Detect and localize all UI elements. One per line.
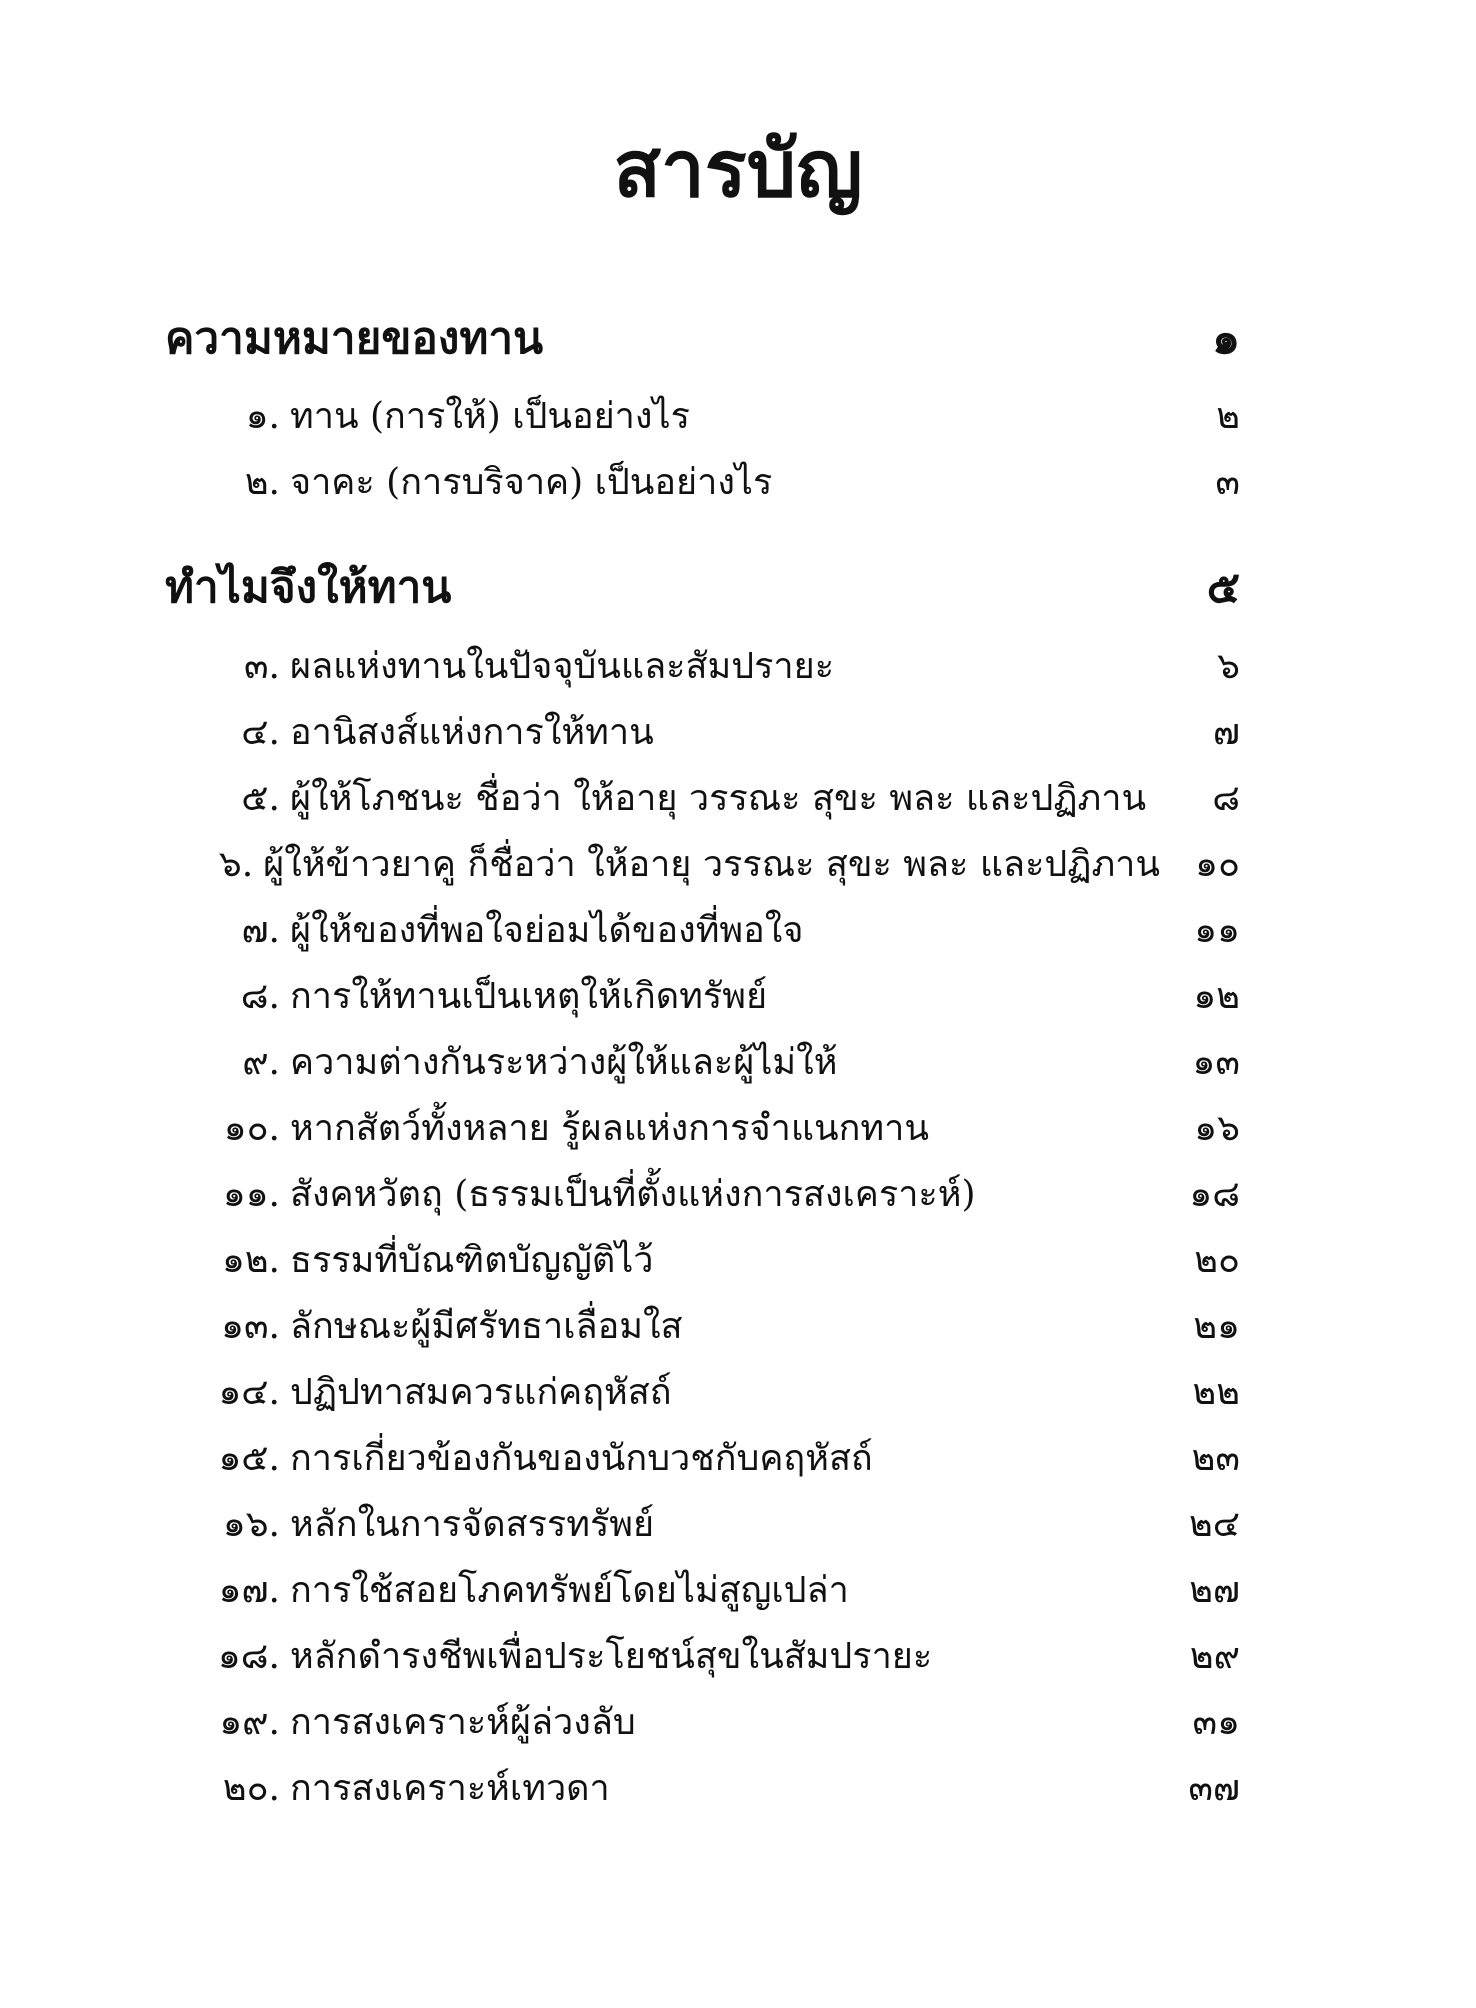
toc-entry[interactable] <box>195 637 1240 691</box>
toc-entry[interactable] <box>195 1363 1240 1417</box>
entry-title: หากสัตว์ทั้งหลาย รู้ผลแห่งการจำแนกทาน <box>290 1108 929 1149</box>
entry-number: ๑๕. <box>218 1438 280 1479</box>
entry-number: ๒๐. <box>222 1768 280 1809</box>
entry-page-number: ๑๐ <box>1195 844 1240 885</box>
entry-title: การใช้สอยโภคทรัพย์โดยไม่สูญเปล่า <box>290 1570 849 1611</box>
entry-page-number: ๖ <box>1217 646 1240 687</box>
entry-number: ๑๐. <box>223 1108 280 1149</box>
toc-entry[interactable] <box>195 1231 1240 1285</box>
entry-title: อานิสงส์แห่งการให้ทาน <box>290 712 654 753</box>
toc-entry[interactable] <box>195 835 1240 889</box>
entry-number: ๘. <box>240 976 280 1017</box>
entry-title: ปฏิปทาสมควรแก่คฤหัสถ์ <box>290 1372 672 1413</box>
section-page-number: ๕ <box>1206 562 1240 613</box>
entry-page-number: ๒๗ <box>1189 1570 1240 1611</box>
entry-title: ผลแห่งทานในปัจจุบันและสัมปรายะ <box>290 646 835 687</box>
toc-entry[interactable] <box>195 1759 1240 1813</box>
toc-section-heading[interactable] <box>165 303 1240 363</box>
entry-page-number: ๑๑ <box>1194 910 1240 951</box>
entry-number: ๑๔. <box>218 1372 280 1413</box>
toc-entry[interactable] <box>195 1627 1240 1681</box>
entry-page-number: ๒๓ <box>1191 1438 1240 1479</box>
entry-title: การให้ทานเป็นเหตุให้เกิดทรัพย์ <box>290 976 768 1017</box>
section-page-number: ๑ <box>1212 313 1240 364</box>
entry-title: ความต่างกันระหว่างผู้ให้และผู้ไม่ให้ <box>290 1042 838 1083</box>
toc-section-heading[interactable] <box>165 552 1240 612</box>
entry-page-number: ๒๐ <box>1194 1240 1240 1281</box>
entry-page-number: ๒ <box>1216 396 1240 437</box>
entry-title: หลักดำรงชีพเพื่อประโยชน์สุขในสัมปรายะ <box>290 1636 933 1677</box>
entry-title: สังคหวัตถุ (ธรรมเป็นที่ตั้งแห่งการสงเคราะห์) <box>290 1174 976 1215</box>
entry-page-number: ๑๘ <box>1189 1174 1240 1215</box>
toc-entry[interactable] <box>195 769 1240 823</box>
entry-title: ผู้ให้ของที่พอใจย่อมได้ของที่พอใจ <box>290 910 804 951</box>
entry-number: ๕. <box>241 778 280 819</box>
entry-title: การสงเคราะห์ผู้ล่วงลับ <box>290 1702 636 1743</box>
entry-title: ผู้ให้ข้าวยาคู ก็ชื่อว่า ให้อายุ วรรณะ สุขะ พละ และปฏิภาน <box>263 844 1160 885</box>
entry-number: ๑๖. <box>222 1504 280 1545</box>
entry-page-number: ๒๔ <box>1189 1504 1240 1545</box>
toc-entry[interactable] <box>195 703 1240 757</box>
entry-page-number: ๓ <box>1215 462 1240 503</box>
toc-entry[interactable] <box>195 1099 1240 1153</box>
entry-title: การเกี่ยวข้องกันของนักบวชกับคฤหัสถ์ <box>290 1438 873 1479</box>
entry-number: ๑๑. <box>222 1174 280 1215</box>
entry-number: ๑๘. <box>217 1636 280 1677</box>
entry-title: ลักษณะผู้มีศรัทธาเลื่อมใส <box>290 1306 683 1347</box>
toc-entry[interactable] <box>195 1693 1240 1747</box>
entry-page-number: ๒๒ <box>1192 1372 1240 1413</box>
entry-page-number: ๒๑ <box>1193 1306 1240 1347</box>
entry-number: ๑. <box>245 396 280 437</box>
entry-number: ๙. <box>242 1042 280 1083</box>
section-title: ความหมายของทาน <box>165 313 544 364</box>
entry-page-number: ๘ <box>1212 778 1240 819</box>
toc-entry[interactable] <box>195 1495 1240 1549</box>
entry-number: ๑๒. <box>221 1240 280 1281</box>
toc-entry[interactable] <box>195 901 1240 955</box>
entry-title: การสงเคราะห์เทวดา <box>290 1768 610 1809</box>
toc-entry[interactable] <box>195 1165 1240 1219</box>
toc-entry[interactable] <box>195 1297 1240 1351</box>
entry-number: ๒. <box>244 462 280 503</box>
entry-title: ผู้ให้โภชนะ ชื่อว่า ให้อายุ วรรณะ สุขะ พละ และปฏิภาน <box>290 778 1147 819</box>
entry-number: ๔. <box>241 712 280 753</box>
entry-title: จาคะ (การบริจาค) เป็นอย่างไร <box>290 462 773 503</box>
page-title: สารบัญ <box>613 124 863 215</box>
entry-title: ทาน (การให้) เป็นอย่างไร <box>290 396 690 437</box>
toc-entry[interactable] <box>195 387 1240 441</box>
entry-number: ๓. <box>243 646 280 687</box>
entry-number: ๑๓. <box>221 1306 280 1347</box>
section-title: ทำไมจึงให้ทาน <box>165 562 452 613</box>
toc-entry[interactable] <box>195 1429 1240 1483</box>
entry-page-number: ๑๒ <box>1193 976 1240 1017</box>
toc-entry[interactable] <box>195 967 1240 1021</box>
entry-title: ธรรมที่บัณฑิตบัญญัติไว้ <box>290 1240 654 1281</box>
entry-title: หลักในการจัดสรรทรัพย์ <box>290 1504 655 1545</box>
entry-number: ๖. <box>218 844 254 885</box>
entry-number: ๑๗. <box>218 1570 280 1611</box>
toc-entry[interactable] <box>195 453 1240 507</box>
entry-page-number: ๒๙ <box>1189 1636 1240 1677</box>
entry-page-number: ๓๗ <box>1188 1768 1240 1809</box>
toc-entry[interactable] <box>195 1561 1240 1615</box>
entry-number: ๑๙. <box>219 1702 280 1743</box>
entry-page-number: ๑๓ <box>1192 1042 1240 1083</box>
entry-page-number: ๗ <box>1212 712 1240 753</box>
entry-page-number: ๑๖ <box>1194 1108 1240 1149</box>
toc-entry[interactable] <box>195 1033 1240 1087</box>
entry-number: ๗. <box>241 910 280 951</box>
entry-page-number: ๓๑ <box>1192 1702 1240 1743</box>
